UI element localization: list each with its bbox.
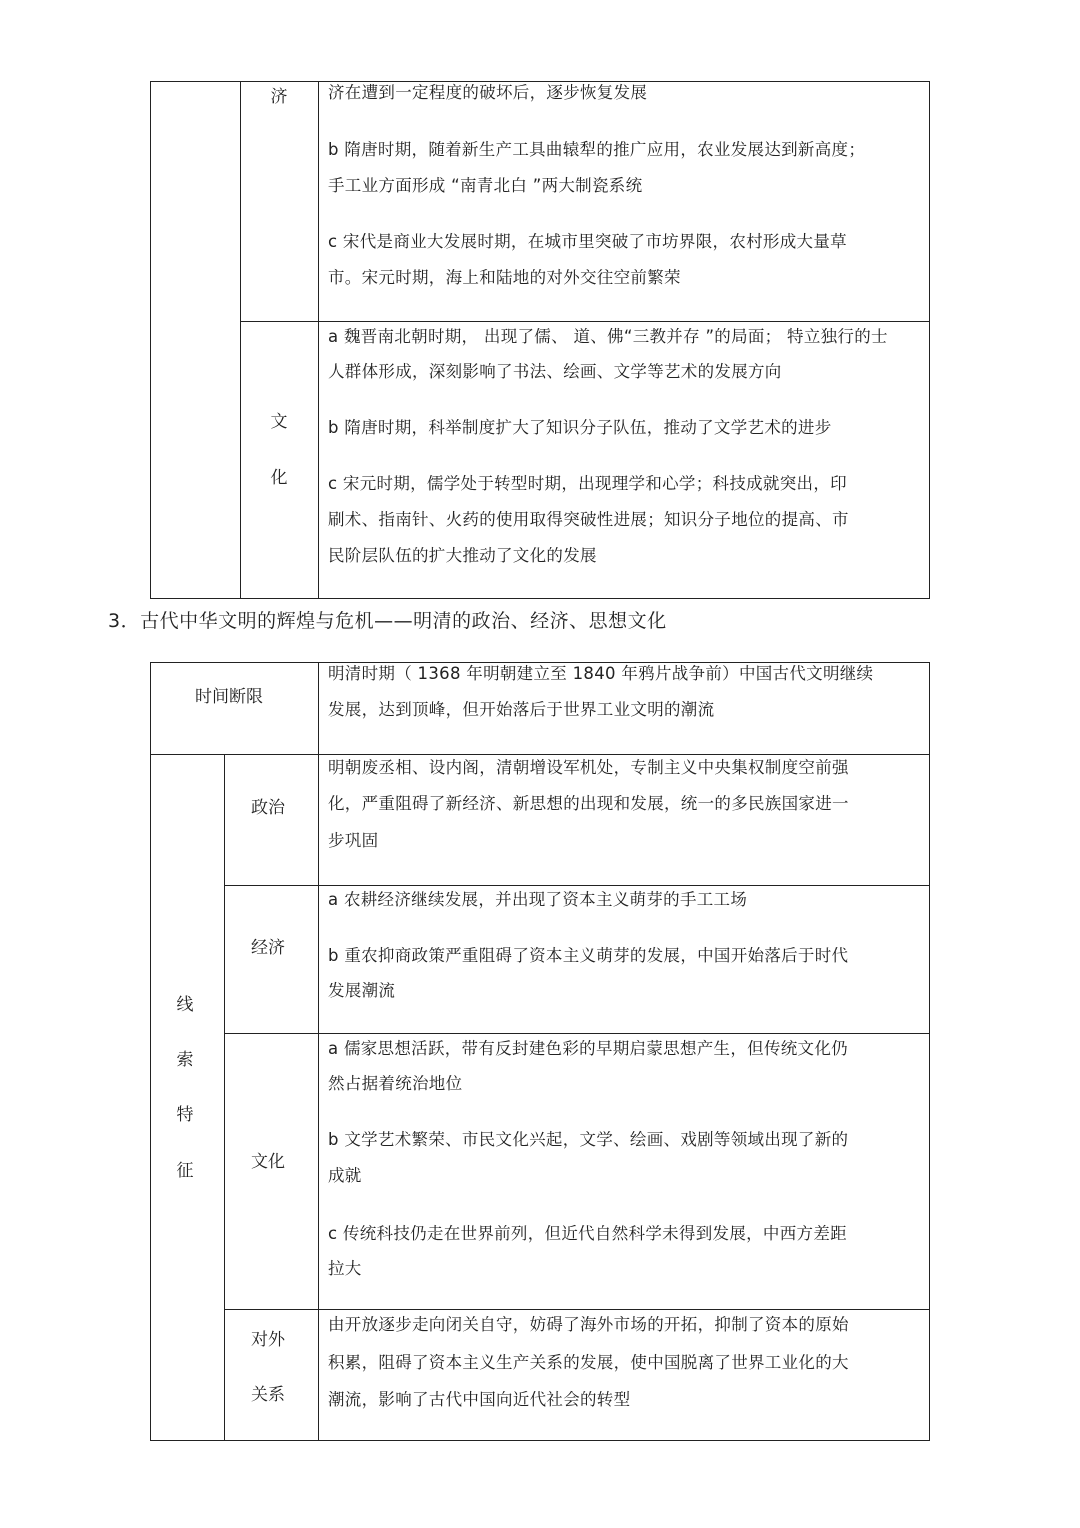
section-heading: 3．古代中华文明的辉煌与危机——明清的政治、经济、思想文化 bbox=[108, 610, 667, 632]
table1-culture-label-1: 文 bbox=[270, 412, 288, 432]
table2-politics-label: 政治 bbox=[251, 798, 285, 818]
table1-economy-line-4: c 宋代是商业大发展时期，在城市里突破了市坊界限，农村形成大量草 bbox=[328, 232, 847, 251]
table2-foreign-line-2: 积累，阻碍了资本主义生产关系的发展，使中国脱离了世界工业化的大 bbox=[328, 1353, 849, 1372]
table2-economy-line-2: b 重农抑商政策严重阻碍了资本主义萌芽的发展，中国开始落后于时代 bbox=[328, 946, 849, 965]
table2-politics-line-3: 步巩固 bbox=[328, 831, 379, 850]
table1-culture-line-6: 民阶层队伍的扩大推动了文化的发展 bbox=[328, 546, 597, 565]
table2-culture-line-3: b 文学艺术繁荣、市民文化兴起，文学、绘画、戏剧等领域出现了新的 bbox=[328, 1130, 849, 1149]
table2-economy-line-3: 发展潮流 bbox=[328, 981, 396, 1000]
table2-culture-label: 文化 bbox=[251, 1152, 285, 1172]
table2-period-label: 时间断限 bbox=[195, 687, 263, 707]
table2-culture-line-6: 拉大 bbox=[328, 1259, 362, 1278]
table1-divider-col2 bbox=[318, 81, 319, 599]
table2-foreign-line-3: 潮流，影响了古代中国向近代社会的转型 bbox=[328, 1390, 631, 1409]
table2-divider-col2 bbox=[318, 662, 319, 1441]
table1-economy-line-1: 济在遭到一定程度的破坏后，逐步恢复发展 bbox=[328, 83, 648, 102]
table2-divider-col1 bbox=[224, 754, 225, 1441]
table2-economy-label: 经济 bbox=[251, 938, 285, 958]
table2-period-line-1: 明清时期（ 1368 年明朝建立至 1840 年鸦片战争前）中国古代文明继续 bbox=[328, 664, 874, 683]
table2-period-line-2: 发展，达到顶峰，但开始落后于世界工业文明的潮流 bbox=[328, 700, 715, 719]
table2-culture-line-2: 然占据着统治地位 bbox=[328, 1074, 463, 1093]
table1-economy-label: 济 bbox=[270, 87, 288, 107]
table2-clue-label-1: 线 bbox=[176, 995, 194, 1015]
table2-politics-line-1: 明朝废丞相、设内阁，清朝增设军机处，专制主义中央集权制度空前强 bbox=[328, 758, 849, 777]
table2-politics-line-2: 化，严重阻碍了新经济、新思想的出现和发展，统一的多民族国家进一 bbox=[328, 794, 849, 813]
table1-culture-line-1: a 魏晋南北朝时期， 出现了儒、 道、佛“三教并存 ”的局面； 特立独行的士 bbox=[328, 327, 888, 346]
table1-economy-line-2: b 隋唐时期，随着新生产工具曲辕犁的推广应用，农业发展达到新高度； bbox=[328, 140, 866, 159]
table2-culture-line-1: a 儒家思想活跃，带有反封建色彩的早期启蒙思想产生，但传统文化仍 bbox=[328, 1039, 848, 1058]
table2-clue-label-2: 索 bbox=[176, 1050, 194, 1070]
table1-culture-label-2: 化 bbox=[270, 468, 288, 488]
table1-divider-col1 bbox=[240, 81, 241, 599]
table1-culture-line-5: 刷术、指南针、火药的使用取得突破性进展；知识分子地位的提高、市 bbox=[328, 510, 849, 529]
table1-economy-line-5: 市。宋元时期，海上和陆地的对外交往空前繁荣 bbox=[328, 268, 681, 287]
table2-foreign-label-2: 关系 bbox=[251, 1385, 285, 1405]
table1-culture-line-2: 人群体形成，深刻影响了书法、绘画、文学等艺术的发展方向 bbox=[328, 362, 782, 381]
table2-culture-line-4: 成就 bbox=[328, 1166, 362, 1185]
table2-economy-line-1: a 农耕经济继续发展，并出现了资本主义萌芽的手工工场 bbox=[328, 890, 748, 909]
table2-foreign-label-1: 对外 bbox=[251, 1330, 285, 1350]
table2-culture-line-5: c 传统科技仍走在世界前列，但近代自然科学未得到发展，中西方差距 bbox=[328, 1224, 847, 1243]
table1-culture-line-4: c 宋元时期，儒学处于转型时期，出现理学和心学；科技成就突出，印 bbox=[328, 474, 847, 493]
table2-clue-label-3: 特 bbox=[176, 1105, 194, 1125]
table1-culture-line-3: b 隋唐时期，科举制度扩大了知识分子队伍，推动了文学艺术的进步 bbox=[328, 418, 832, 437]
table2-foreign-line-1: 由开放逐步走向闭关自守，妨碍了海外市场的开拓，抑制了资本的原始 bbox=[328, 1315, 849, 1334]
table1-economy-line-3: 手工业方面形成 “南青北白 ”两大制瓷系统 bbox=[328, 176, 643, 195]
table2-clue-label-4: 征 bbox=[176, 1161, 194, 1181]
